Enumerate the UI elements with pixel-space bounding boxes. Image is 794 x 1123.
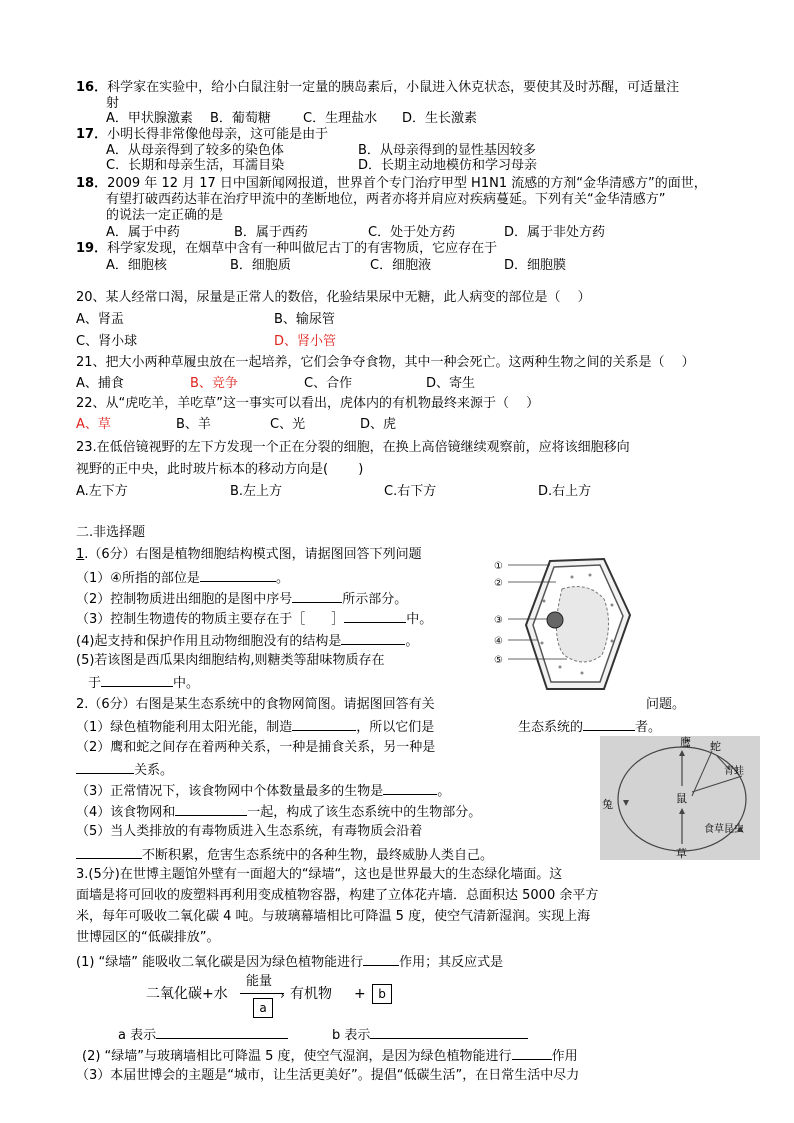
p2-sub1-mid: ，所以它们是 [356, 720, 435, 735]
q19-option-b: B．细胞质 [230, 258, 291, 273]
q20-option-d: D、肾小管 [274, 334, 337, 349]
q17-option-b: B．从母亲得到的显性基因较多 [358, 143, 536, 158]
p3-a-label: a 表示 [118, 1028, 157, 1043]
q17-option-d: D．长期主动地模仿和学习母亲 [358, 158, 538, 173]
q17-option-c: C．长期和母亲生活，耳濡目染 [106, 158, 285, 173]
p1-sub5-blank[interactable] [101, 674, 173, 687]
problem-3-line3: 米，每年可吸收二氧化碳 4 吨。与玻璃幕墙相比可降温 5 度，使空气清新湿润。实现上海 [76, 909, 591, 924]
p1-sub3-text: （3）控制生物遗传的物质主要存在于［ ］ [76, 612, 345, 627]
q22-option-d: D、虎 [360, 417, 397, 432]
q19-option-a: A．细胞核 [106, 258, 167, 273]
p3-sub1-end: 作用；其反应式是 [399, 955, 504, 970]
question-21: 21、把大小两种草履虫放在一起培养，它们会争夺食物，其中一种会死亡。这两种生物之间的关系是（ ） [76, 355, 695, 370]
cell-label-3: ③ [494, 615, 503, 626]
cell-label-1: ① [494, 561, 503, 572]
equation-plus: + [354, 986, 366, 1002]
q18-option-c: C．处于处方药 [368, 225, 456, 240]
p1-sub3-blank[interactable] [344, 610, 406, 623]
equation-box-b: b [372, 984, 392, 1004]
p1-sub4 [76, 632, 418, 650]
equation-right: 有机物 [290, 986, 332, 1002]
p3-b-label: b 表示 [332, 1028, 371, 1043]
problem-3-line2: 面墙是将可回收的废塑料再利用变成植物容器，构建了立体花卉墙．总面积达 5000 余平方 [76, 888, 599, 903]
q23-option-c: C.右下方 [384, 484, 437, 499]
q18-option-a: A．属于中药 [106, 225, 180, 240]
q18-options [106, 225, 606, 241]
p2-sub1-end: 者。 [635, 720, 662, 735]
question-22: 22、从“虎吃羊，羊吃草”这一事实可以看出，虎体内的有机物最终来源于（ ） [76, 396, 540, 411]
p2-sub3-blank[interactable] [383, 782, 437, 795]
p2-sub5-blank[interactable] [76, 846, 142, 859]
p2-sub5-line2 [76, 846, 493, 864]
q19-stem: 科学家发现，在烟草中含有一种叫做尼古丁的有害物质，它应存在于 [107, 241, 498, 256]
p1-sub1-blank[interactable] [200, 569, 276, 582]
cell-label-5: ⑤ [494, 655, 503, 666]
p1-head-text: .（6分）右图是植物细胞结构模式图，请据图回答下列问题 [84, 547, 422, 562]
p3-a-blank[interactable] [156, 1026, 288, 1039]
p2-sub1-cont [518, 718, 661, 736]
q16-number: 16． [76, 80, 108, 95]
p1-sub2-end: 所示部分。 [342, 592, 408, 607]
q20-option-c: C、肾小球 [76, 334, 138, 349]
q19-option-c: C．细胞液 [370, 258, 432, 273]
p2-sub1 [76, 718, 434, 736]
p3-sub1 [76, 953, 503, 971]
p3-b-blank[interactable] [370, 1026, 528, 1039]
q22-option-b: B、羊 [176, 417, 211, 432]
p2-sub1-blank-2[interactable] [583, 718, 635, 731]
p1-sub2-text: （2）控制物质进出细胞的是图中序号 [76, 592, 293, 607]
p1-sub5-end: 中。 [173, 676, 200, 691]
q16-stem: 科学家在实验中，给小白鼠注射一定量的胰岛素后，小鼠进入休克状态，要使其及时苏醒，可适量注 [107, 80, 680, 95]
p2-sub2-blank[interactable] [76, 761, 134, 774]
p1-sub2-blank[interactable] [292, 590, 342, 603]
question-20: 20、某人经常口渴，尿量是正常人的数倍，化验结果尿中无糖，此人病变的部位是（ ） [76, 290, 591, 305]
p1-sub4-end: 。 [405, 634, 419, 649]
p2-sub5: （5）当人类排放的有毒物质进入生态系统，有毒物质会沿着 [76, 824, 423, 839]
plant-cell-diagram [492, 555, 638, 695]
equation-arrow-head: › [280, 988, 285, 1002]
food-web-diagram [600, 736, 760, 860]
q21-option-d: D、寄生 [426, 376, 476, 391]
p3-a-meaning [118, 1026, 288, 1044]
p2-sub4-blank[interactable] [175, 803, 247, 816]
q18-stem-line3: 的说法一定正确的是 [106, 208, 224, 223]
food-web-mouse: 鼠 [676, 792, 687, 805]
p2-sub2-end: 关系。 [134, 763, 174, 778]
q16-option-b: B．葡萄糖 [210, 111, 271, 126]
q16-option-a: A．甲状腺激素 [106, 111, 193, 126]
q17-number: 17． [76, 127, 108, 142]
q23-option-a: A.左下方 [76, 484, 128, 499]
p1-sub3 [76, 610, 432, 628]
q18-option-b: B．属于西药 [234, 225, 308, 240]
q16-option-d: D．生长激素 [402, 111, 478, 126]
p1-sub2 [76, 590, 407, 608]
problem-2-heading-end: 问题。 [646, 697, 686, 712]
question-18 [76, 176, 707, 192]
p2-sub2-line2 [76, 761, 173, 779]
p1-sub4-blank[interactable] [341, 632, 405, 645]
question-16 [76, 80, 679, 96]
p1-sub3-end: 中。 [406, 612, 433, 627]
p1-sub4-text: (4)起支持和保护作用且动物细胞没有的结构是 [76, 634, 342, 649]
p3-sub2-text: (2) “绿墙”与玻璃墙相比可降温 5 度，使空气湿润，是因为绿色植物能进行 [82, 1049, 512, 1064]
problem-2-heading: 2.（6分）右图是某生态系统中的食物网简图。请据图回答有关 [76, 697, 435, 712]
food-web-rabbit: 兔 [602, 798, 613, 811]
p3-sub2 [82, 1047, 578, 1065]
p2-sub3 [76, 782, 450, 800]
cell-label-2: ② [494, 578, 503, 589]
p1-number: 1 [76, 547, 85, 562]
p2-sub5-end: 不断积累，危害生态系统中的各种生物，最终威胁人类自己。 [142, 848, 494, 863]
food-web-insect: 食草昆虫 [704, 824, 744, 835]
q22-option-c: C、光 [270, 417, 306, 432]
food-web-frog: 青蛙 [724, 766, 744, 777]
problem-3-line1: 3.(5分)在世博主题馆外壁有一面超大的“绿墙“，这也是世界最大的生态绿化墙面。这 [76, 867, 563, 882]
section-heading: 二.非选择题 [76, 525, 146, 540]
p3-sub2-blank[interactable] [512, 1047, 552, 1060]
q23-option-b: B.左上方 [230, 484, 283, 499]
p2-sub1-blank-1[interactable] [292, 718, 356, 731]
p1-sub1-end: 。 [275, 571, 289, 586]
q23-stem-line2: 视野的正中央，此时玻片标本的移动方向是( ) [76, 462, 364, 477]
p3-sub1-blank[interactable] [363, 953, 399, 966]
q23-option-d: D.右上方 [538, 484, 592, 499]
p1-sub1 [76, 569, 289, 587]
q18-option-d: D．属于非处方药 [504, 225, 606, 240]
p3-b-meaning [332, 1026, 528, 1044]
p2-sub3-end: 。 [437, 784, 451, 799]
p3-sub3: （3）本届世博会的主题是“城市，让生活更美好”。提倡“低碳生活”，在日常生活中尽力 [76, 1068, 580, 1083]
q18-stem: 2009 年 12 月 17 日中国新闻网报道，世界首个专门治疗甲型 H1N1 流感的方剂“金华清感方”的面世， [107, 176, 707, 191]
food-web-eagle: 鹰 [680, 736, 691, 749]
p1-sub5-line2 [88, 674, 199, 692]
equation-box-a: a [253, 998, 273, 1018]
equation-arrow-line [240, 993, 284, 994]
q20-option-b: B、输尿管 [274, 312, 335, 327]
q21-option-c: C、合作 [304, 376, 353, 391]
q20-option-a: A、肾盂 [76, 312, 124, 327]
p3-sub2-end: 作用 [551, 1049, 578, 1064]
q21-option-a: A、捕食 [76, 376, 124, 391]
p2-sub1-mid2: 生态系统的 [518, 720, 584, 735]
question-17 [76, 127, 328, 143]
q16-options [106, 111, 478, 127]
equation-left: 二氧化碳+水 [146, 986, 228, 1002]
p1-sub5-yu: 于 [88, 676, 102, 691]
p3-sub1-text: (1) “绿墙” 能吸收二氧化碳是因为绿色植物能进行 [76, 955, 364, 970]
q16-stem-line2: 射 [106, 96, 120, 111]
p2-sub1-text: （1）绿色植物能利用太阳光能，制造 [76, 720, 293, 735]
p1-sub5: (5)若该图是西瓜果肉细胞结构,则糖类等甜味物质存在 [76, 653, 385, 668]
q22-option-a: A、草 [76, 417, 111, 432]
q16-option-c: C．生理盐水 [303, 111, 378, 126]
problem-3-line4: 世博园区的“低碳排放”。 [76, 930, 220, 945]
question-23: 23.在低倍镜视野的左下方发现一个正在分裂的细胞，在换上高倍镜继续观察前，应将该细胞移向 [76, 440, 630, 455]
q19-options [106, 258, 567, 274]
p2-sub3-text: （3）正常情况下，该食物网中个体数量最多的生物是 [76, 784, 384, 799]
q17-stem: 小明长得非常像他母亲，这可能是由于 [107, 127, 329, 142]
p2-sub4 [76, 803, 481, 821]
p1-sub1-text: （1）④所指的部位是 [76, 571, 200, 586]
problem-1-heading [76, 547, 422, 563]
p2-sub2: （2）鹰和蛇之间存在着两种关系，一种是捕食关系，另一种是 [76, 740, 436, 755]
q19-option-d: D．细胞膜 [504, 258, 567, 273]
q18-number: 18． [76, 176, 108, 191]
q17-option-a: A．从母亲得到了较多的染色体 [106, 143, 284, 158]
p2-sub4-end: 一起，构成了该生态系统中的生物部分。 [247, 805, 482, 820]
equation-energy-label: 能量 [246, 974, 273, 989]
q19-number: 19． [76, 241, 108, 256]
food-web-grass: 草 [676, 847, 687, 860]
cell-label-4: ④ [494, 636, 503, 647]
question-19 [76, 241, 497, 257]
food-web-snake: 蛇 [710, 740, 721, 753]
q21-option-b: B、竞争 [190, 376, 238, 391]
q18-stem-line2: 有望打破西药达菲在治疗甲流中的垄断地位，两者亦将并肩应对疾病蔓延。下列有关“金华清感方” [106, 192, 666, 207]
p2-sub4-text: （4）该食物网和 [76, 805, 176, 820]
